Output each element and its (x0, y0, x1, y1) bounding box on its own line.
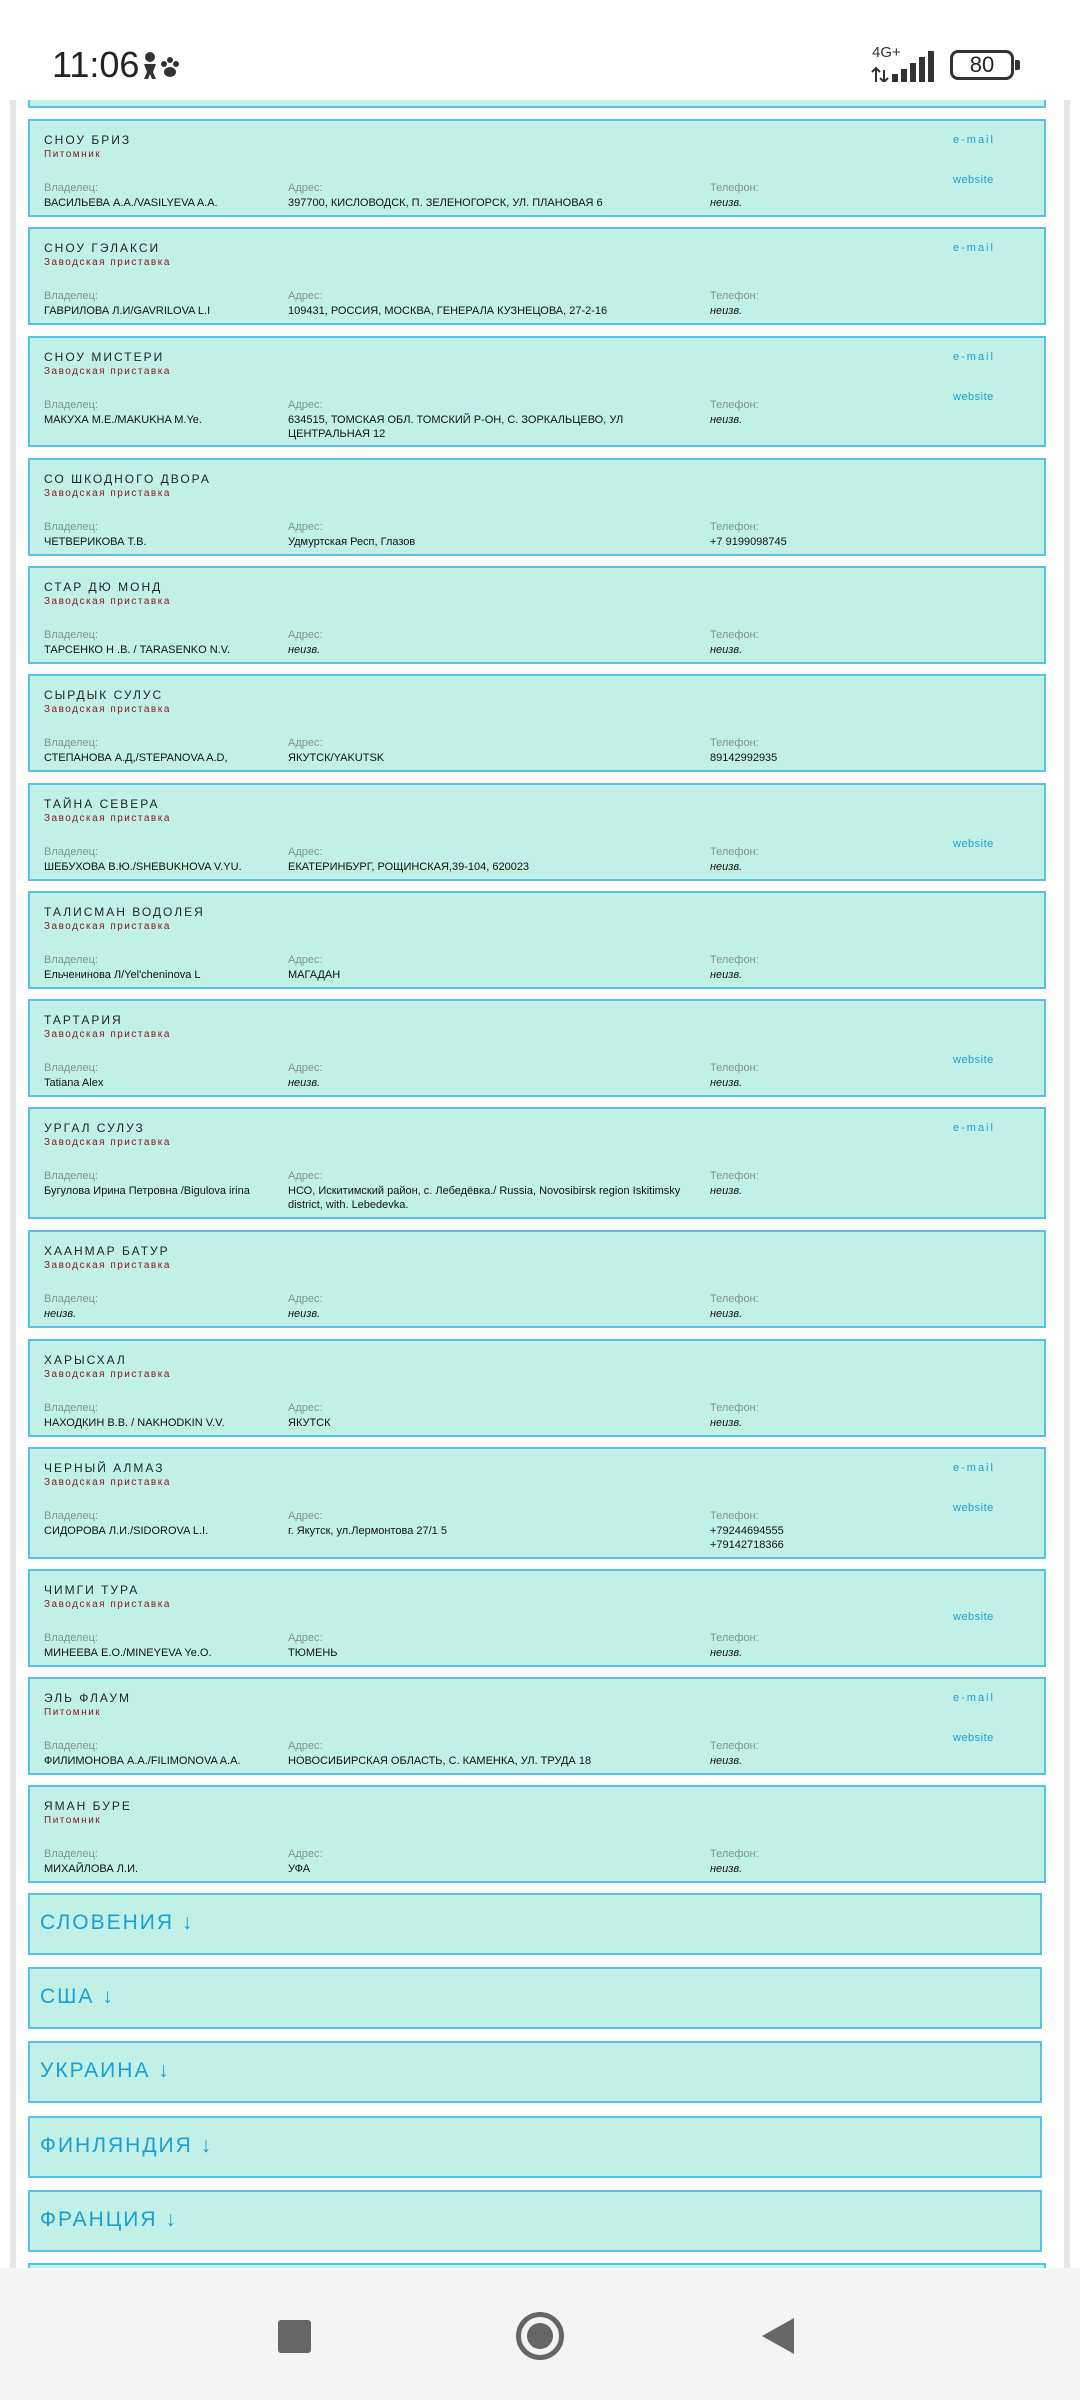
phone-value: неизв. (710, 1647, 743, 1659)
owner-label: Владелец: (44, 1170, 98, 1182)
phone-label: Телефон: (710, 1740, 759, 1752)
owner-value: МАКУХА М.Е./MAKUKHA M.Ye. (44, 414, 202, 426)
owner-value: Tatiana Alex (44, 1077, 104, 1089)
left-rail (10, 100, 16, 2268)
owner-value: МИНЕЕВА Е.О./MINEYEVA Ye.O. (44, 1647, 212, 1659)
phone-label: Телефон: (710, 1402, 759, 1414)
address-label: Адрес: (288, 1740, 323, 1752)
phone-label: Телефон: (710, 629, 759, 641)
kennel-name: СНОУ БРИЗ (44, 133, 132, 147)
kennel-card (28, 999, 1046, 1097)
phone-value: +7 9199098745 (710, 536, 787, 548)
email-link[interactable]: e-mail (953, 242, 995, 254)
owner-value: НАХОДКИН В.В. / NAKHODKIN V.V. (44, 1417, 225, 1429)
email-link[interactable]: e-mail (953, 1122, 995, 1134)
owner-value: ГАВРИЛОВА Л.И/GAVRILOVA L.I (44, 305, 211, 317)
kennel-name: СНОУ МИСТЕРИ (44, 350, 165, 364)
previous-card-edge (28, 100, 1046, 108)
right-rail (1064, 100, 1070, 2268)
owner-label: Владелец: (44, 846, 98, 858)
phone-value: неизв. (710, 414, 743, 426)
kennel-type: Заводская приставка (44, 1369, 171, 1380)
kennel-name: СТАР ДЮ МОНД (44, 580, 163, 594)
kennel-name: ХАРЫСХАЛ (44, 1353, 127, 1367)
website-link[interactable]: website (953, 391, 994, 403)
address-value: неизв. (288, 1308, 321, 1320)
kennel-type: Заводская приставка (44, 1137, 171, 1148)
phone-value: неизв. (710, 1417, 743, 1429)
phone-value: неизв. (710, 305, 743, 317)
owner-label: Владелец: (44, 1510, 98, 1522)
phone-value: +79244694555 +79142718366 (710, 1525, 784, 1551)
owner-label: Владелец: (44, 399, 98, 411)
phone-label: Телефон: (710, 1510, 759, 1522)
kennel-name: СНОУ ГЭЛАКСИ (44, 241, 161, 255)
address-label: Адрес: (288, 1632, 323, 1644)
address-value: 397700, КИСЛОВОДСК, П. ЗЕЛЕНОГОРСК, УЛ. ПЛАНОВАЯ 6 (288, 197, 603, 209)
address-value: ЯКУТСК (288, 1417, 331, 1429)
kennel-card (28, 1785, 1046, 1883)
kennel-name: ЧИМГИ ТУРА (44, 1583, 140, 1597)
kennel-card (28, 119, 1046, 217)
address-label: Адрес: (288, 1062, 323, 1074)
phone-label: Телефон: (710, 1170, 759, 1182)
kennel-name: ЧЕРНЫЙ АЛМАЗ (44, 1461, 165, 1475)
kennel-type: Заводская приставка (44, 813, 171, 824)
country-section-finland[interactable] (28, 2116, 1042, 2178)
page-content[interactable] (10, 100, 1070, 2268)
kennel-type: Заводская приставка (44, 1599, 171, 1610)
kennel-type: Заводская приставка (44, 1029, 171, 1040)
kennel-type: Питомник (44, 149, 102, 160)
owner-value: ТАРСЕНКО Н .В. / TARASENKO N.V. (44, 644, 231, 656)
address-label: Адрес: (288, 399, 323, 411)
kennel-name: ТАЛИСМАН ВОДОЛЕЯ (44, 905, 205, 919)
website-link[interactable]: website (953, 838, 994, 850)
owner-value: СИДОРОВА Л.И./SIDOROVA L.I. (44, 1525, 209, 1537)
owner-value: СТЕПАНОВА А.Д,/STEPANOVA A.D, (44, 752, 228, 764)
kennel-name: ХААНМАР БАТУР (44, 1244, 170, 1258)
address-label: Адрес: (288, 1293, 323, 1305)
owner-value: МИХАЙЛОВА Л.И. (44, 1863, 139, 1875)
phone-label: Телефон: (710, 1293, 759, 1305)
address-label: Адрес: (288, 629, 323, 641)
kennel-name: ЯМАН БУРЕ (44, 1799, 132, 1813)
country-title: ФРАНЦИЯ ↓ (40, 2208, 178, 2231)
kennel-name: СЫРДЫК СУЛУС (44, 688, 164, 702)
owner-label: Владелец: (44, 521, 98, 533)
email-link[interactable]: e-mail (953, 134, 995, 146)
phone-value: неизв. (710, 1755, 743, 1767)
phone-label: Телефон: (710, 290, 759, 302)
kennel-card (28, 1339, 1046, 1437)
status-bar (0, 0, 1080, 100)
phone-label: Телефон: (710, 737, 759, 749)
owner-label: Владелец: (44, 1062, 98, 1074)
owner-label: Владелец: (44, 954, 98, 966)
owner-label: Владелец: (44, 1848, 98, 1860)
kennel-card (28, 1107, 1046, 1219)
address-value: неизв. (288, 1077, 321, 1089)
phone-label: Телефон: (710, 1062, 759, 1074)
address-label: Адрес: (288, 1402, 323, 1414)
address-label: Адрес: (288, 1510, 323, 1522)
country-title: СЛОВЕНИЯ ↓ (40, 1911, 195, 1934)
country-title: УКРАИНА ↓ (40, 2059, 171, 2082)
kennel-name: СО ШКОДНОГО ДВОРА (44, 472, 211, 486)
address-value: 109431, РОССИЯ, МОСКВА, ГЕНЕРАЛА КУЗНЕЦОВА, 27-2-16 (288, 305, 608, 317)
owner-label: Владелец: (44, 290, 98, 302)
address-value: ТЮМЕНЬ (288, 1647, 338, 1659)
network-type-label: 4G+ (872, 44, 901, 61)
address-label: Адрес: (288, 954, 323, 966)
kennel-type: Заводская приставка (44, 488, 171, 499)
phone-label: Телефон: (710, 399, 759, 411)
kennel-type: Заводская приставка (44, 596, 171, 607)
kennel-type: Заводская приставка (44, 704, 171, 715)
address-value: неизв. (288, 644, 321, 656)
home-icon[interactable] (516, 2312, 564, 2360)
address-label: Адрес: (288, 182, 323, 194)
owner-value: ЧЕТВЕРИКОВА Т.В. (44, 536, 147, 548)
phone-label: Телефон: (710, 182, 759, 194)
kennel-card (28, 1447, 1046, 1559)
country-title: США ↓ (40, 1985, 115, 2008)
kennel-type: Питомник (44, 1815, 102, 1826)
address-label: Адрес: (288, 737, 323, 749)
address-label: Адрес: (288, 846, 323, 858)
owner-value: ФИЛИМОНОВА А.А./FILIMONOVA A.A. (44, 1755, 241, 1767)
address-value: НСО, Искитимский район, с. Лебедёвка./ Russia, Novosibirsk region Iskitimsky district, with. Lebedevka. (288, 1185, 681, 1211)
phone-value: 89142992935 (710, 752, 778, 764)
phone-value: неизв. (710, 969, 743, 981)
kennel-type: Заводская приставка (44, 1260, 171, 1271)
signal-icon (870, 48, 940, 82)
kennel-name: ТАЙНА СЕВЕРА (44, 797, 160, 811)
country-section-slovenia[interactable] (28, 1893, 1042, 1955)
battery-indicator: 80 (950, 50, 1014, 80)
phone-value: неизв. (710, 197, 743, 209)
email-link[interactable]: e-mail (953, 1462, 995, 1474)
kennel-card (28, 1569, 1046, 1667)
owner-label: Владелец: (44, 182, 98, 194)
owner-label: Владелец: (44, 737, 98, 749)
address-value: УФА (288, 1863, 311, 1875)
owner-label: Владелец: (44, 1293, 98, 1305)
kennel-type: Питомник (44, 1707, 102, 1718)
country-section-ukraine[interactable] (28, 2041, 1042, 2103)
kennel-card (28, 336, 1046, 447)
owner-label: Владелец: (44, 1740, 98, 1752)
status-time: 11:06 (52, 44, 140, 85)
address-value: Удмуртская Респ, Глазов (288, 536, 416, 548)
owner-value: ВАСИЛЬЕВА А.А./VASILYEVA A.A. (44, 197, 218, 209)
kennel-card (28, 674, 1046, 772)
email-link[interactable]: e-mail (953, 1692, 995, 1704)
country-section-usa[interactable] (28, 1967, 1042, 2029)
phone-value: неизв. (710, 1077, 743, 1089)
kennel-type: Заводская приставка (44, 1477, 171, 1488)
owner-value: Бугулова Ирина Петровна /Bigulova irina (44, 1185, 250, 1197)
website-link[interactable]: website (953, 1611, 994, 1623)
website-link[interactable]: website (953, 174, 994, 186)
website-link[interactable]: website (953, 1502, 994, 1514)
recents-icon[interactable] (278, 2320, 311, 2353)
country-section-france[interactable] (28, 2190, 1042, 2252)
email-link[interactable]: e-mail (953, 351, 995, 363)
kids-mode-icon (142, 50, 182, 80)
kennel-type: Заводская приставка (44, 921, 171, 932)
phone-value: неизв. (710, 644, 743, 656)
phone-value: неизв. (710, 1863, 743, 1875)
owner-label: Владелец: (44, 629, 98, 641)
kennel-name: ЭЛЬ ФЛАУМ (44, 1691, 132, 1705)
phone-value: неизв. (710, 1185, 743, 1197)
phone-label: Телефон: (710, 1632, 759, 1644)
owner-label: Владелец: (44, 1402, 98, 1414)
address-label: Адрес: (288, 1848, 323, 1860)
website-link[interactable]: website (953, 1054, 994, 1066)
kennel-card (28, 458, 1046, 556)
address-label: Адрес: (288, 1170, 323, 1182)
owner-value: неизв. (44, 1308, 77, 1320)
phone-label: Телефон: (710, 954, 759, 966)
kennel-card (28, 783, 1046, 881)
phone-label: Телефон: (710, 1848, 759, 1860)
kennel-name: ТАРТАРИЯ (44, 1013, 123, 1027)
address-value: г. Якутск, ул.Лермонтова 27/1 5 (288, 1525, 447, 1537)
phone-value: неизв. (710, 1308, 743, 1320)
phone-value: неизв. (710, 861, 743, 873)
website-link[interactable]: website (953, 1732, 994, 1744)
address-label: Адрес: (288, 521, 323, 533)
kennel-type: Заводская приставка (44, 366, 171, 377)
back-icon[interactable] (762, 2318, 794, 2354)
kennel-card (28, 1677, 1046, 1775)
country-title: ФИНЛЯНДИЯ ↓ (40, 2134, 214, 2157)
address-label: Адрес: (288, 290, 323, 302)
phone-label: Телефон: (710, 846, 759, 858)
owner-value: Ельченинова Л/Yel'cheninova L (44, 969, 201, 981)
kennel-card (28, 891, 1046, 989)
address-value: ЯКУТСК/YAKUTSK (288, 752, 385, 764)
kennel-card (28, 1230, 1046, 1328)
owner-value: ШЕБУХОВА В.Ю./SHEBUKHOVA V.YU. (44, 861, 242, 873)
kennel-card (28, 566, 1046, 664)
kennel-card (28, 227, 1046, 325)
owner-label: Владелец: (44, 1632, 98, 1644)
address-value: МАГАДАН (288, 969, 341, 981)
phone-label: Телефон: (710, 521, 759, 533)
kennel-name: УРГАЛ СУЛУЗ (44, 1121, 145, 1135)
address-value: 634515, ТОМСКАЯ ОБЛ. ТОМСКИЙ Р-ОН, С. ЗОРКАЛЬЦЕВО, УЛ ЦЕНТРАЛЬНАЯ 12 (288, 414, 624, 440)
address-value: ЕКАТЕРИНБУРГ, РОЩИНСКАЯ,39-104, 620023 (288, 861, 530, 873)
address-value: НОВОСИБИРСКАЯ ОБЛАСТЬ, С. КАМЕНКА, УЛ. ТРУДА 18 (288, 1755, 592, 1767)
kennel-type: Заводская приставка (44, 257, 171, 268)
